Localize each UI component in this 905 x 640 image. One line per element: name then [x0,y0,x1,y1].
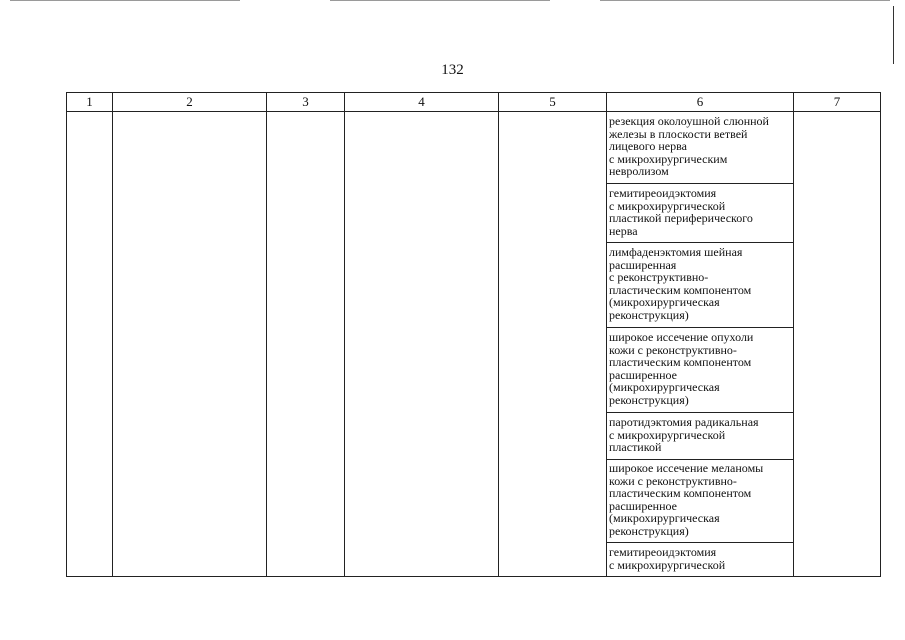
scan-edge-mark [893,6,894,64]
procedure-cell: паротидэктомия радикальная с микрохирургической пластикой [609,415,759,455]
document-table [66,92,881,577]
procedure-cell: лимфаденэктомия шейная расширенная с реконструктивно- пластическим компонентом (микрохирургическая реконструкция) [609,245,752,322]
column-header-7: 7 [833,94,841,109]
procedure-cell: резекция околоушной слюнной железы в плоскости ветвей лицевого нерва с микрохирургическим невролизом [609,114,769,179]
column-header-1: 1 [86,94,93,109]
column-header-4: 4 [418,94,425,109]
scan-artifact-line [10,0,240,1]
procedure-cell: широкое иссечение меланомы кожи с реконструктивно- пластическим компонентом расширенное (микрохирургическая реконструкция) [609,461,764,538]
scan-artifact-line [330,0,550,1]
scan-artifact-line [600,0,890,1]
column-header-5: 5 [549,94,556,109]
page-number: 132 [441,62,464,78]
procedure-cell: гемитиреоидэктомия с микрохирургической пластикой периферического нерва [609,186,753,238]
column-header-6: 6 [696,94,704,109]
column-header-2: 2 [186,94,193,109]
procedure-cell: гемитиреоидэктомия с микрохирургической [609,545,726,572]
procedure-cell: широкое иссечение опухоли кожи с реконструктивно- пластическим компонентом расширенное (микрохирургическая реконструкция) [609,330,754,407]
column-header-3: 3 [302,94,309,109]
